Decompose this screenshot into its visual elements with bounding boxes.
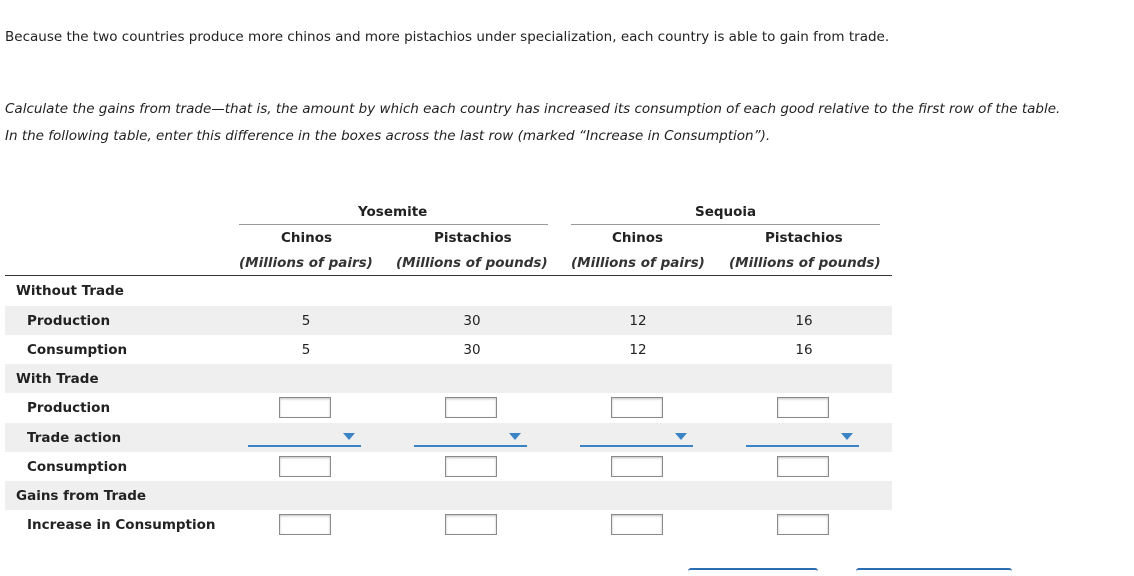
dropdown-trade-action-yosemite-pistachios[interactable] bbox=[414, 431, 527, 447]
country-header-sequoia: Sequoia bbox=[695, 204, 757, 220]
input-consumption-sequoia-chinos[interactable] bbox=[611, 456, 663, 477]
yosemite-header-rule bbox=[239, 224, 548, 225]
dropdown-caret-icon bbox=[343, 433, 355, 440]
row-label-with-trade: With Trade bbox=[16, 371, 99, 387]
row-label-production-with-trade: Production bbox=[27, 400, 111, 416]
input-production-sequoia-chinos[interactable] bbox=[611, 397, 663, 418]
row-label-increase-in-consumption: Increase in Consumption bbox=[27, 517, 216, 533]
col-header-yosemite-chinos: Chinos bbox=[281, 230, 333, 246]
action-button-left[interactable] bbox=[688, 568, 818, 576]
input-consumption-yosemite-pistachios[interactable] bbox=[445, 456, 497, 477]
unit-yosemite-pistachios: (Millions of pounds) bbox=[396, 255, 548, 271]
dropdown-caret-icon bbox=[509, 433, 521, 440]
col-header-sequoia-chinos: Chinos bbox=[612, 230, 664, 246]
col-header-sequoia-pistachios: Pistachios bbox=[765, 230, 843, 246]
value-consumption-sequoia-pistachios: 16 bbox=[795, 342, 813, 358]
sequoia-header-rule bbox=[571, 224, 880, 225]
row-label-consumption-with-trade: Consumption bbox=[27, 459, 128, 475]
instructions-text: Calculate the gains from trade—that is, the amount by which each country has increased its consumption of each good relative to the first row of the table. In the following table, enter this difference in the boxes across the last row (marked “Increase in Consumption”). bbox=[5, 101, 1061, 144]
input-increase-sequoia-pistachios[interactable] bbox=[777, 514, 829, 535]
input-production-sequoia-pistachios[interactable] bbox=[777, 397, 829, 418]
value-production-sequoia-chinos: 12 bbox=[629, 313, 647, 329]
value-production-yosemite-chinos: 5 bbox=[301, 313, 311, 329]
input-production-yosemite-chinos[interactable] bbox=[279, 397, 331, 418]
intro-text: Because the two countries produce more chinos and more pistachios under specialization, each country is able to gain from trade. bbox=[5, 29, 890, 45]
country-header-yosemite: Yosemite bbox=[358, 204, 428, 220]
dropdown-trade-action-sequoia-pistachios[interactable] bbox=[746, 431, 859, 447]
row-label-gains-from-trade: Gains from Trade bbox=[16, 488, 147, 504]
value-consumption-yosemite-pistachios: 30 bbox=[463, 342, 481, 358]
row-label-trade-action: Trade action bbox=[27, 430, 122, 446]
row-band bbox=[5, 364, 892, 393]
col-header-yosemite-pistachios: Pistachios bbox=[434, 230, 512, 246]
unit-sequoia-chinos: (Millions of pairs) bbox=[571, 255, 705, 271]
value-consumption-yosemite-chinos: 5 bbox=[301, 342, 311, 358]
value-production-sequoia-pistachios: 16 bbox=[795, 313, 813, 329]
input-consumption-sequoia-pistachios[interactable] bbox=[777, 456, 829, 477]
unit-yosemite-chinos: (Millions of pairs) bbox=[239, 255, 373, 271]
input-increase-yosemite-chinos[interactable] bbox=[279, 514, 331, 535]
dropdown-trade-action-yosemite-chinos[interactable] bbox=[248, 431, 361, 447]
row-label-production: Production bbox=[27, 313, 111, 329]
action-button-right[interactable] bbox=[856, 568, 1012, 576]
row-label-without-trade: Without Trade bbox=[16, 283, 124, 299]
value-consumption-sequoia-chinos: 12 bbox=[629, 342, 647, 358]
dropdown-caret-icon bbox=[841, 433, 853, 440]
dropdown-trade-action-sequoia-chinos[interactable] bbox=[580, 431, 693, 447]
value-production-yosemite-pistachios: 30 bbox=[463, 313, 481, 329]
input-increase-sequoia-chinos[interactable] bbox=[611, 514, 663, 535]
input-consumption-yosemite-chinos[interactable] bbox=[279, 456, 331, 477]
dropdown-caret-icon bbox=[675, 433, 687, 440]
header-bottom-rule bbox=[5, 275, 892, 276]
input-increase-yosemite-pistachios[interactable] bbox=[445, 514, 497, 535]
row-label-consumption: Consumption bbox=[27, 342, 128, 358]
unit-sequoia-pistachios: (Millions of pounds) bbox=[729, 255, 881, 271]
input-production-yosemite-pistachios[interactable] bbox=[445, 397, 497, 418]
